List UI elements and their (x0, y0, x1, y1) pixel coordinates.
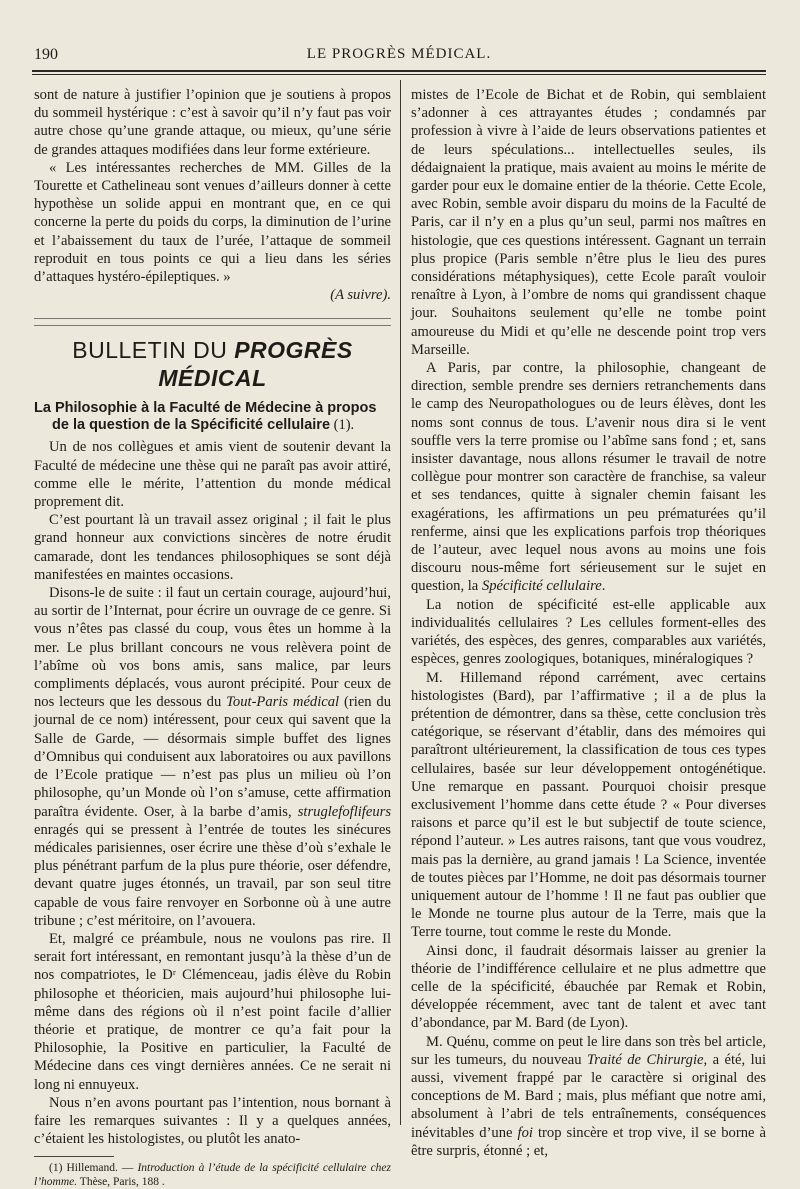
paragraph-quote: « Les intéressantes recherches de MM. Gilles de la Tourette et Cathelineau sont venues d’ailleurs donner à cette hypothèse un solide appui en montrant que, en ce qui concerne la perte du poids du corps, la diminution de l’urine et l’abaissement du taux de l’urée, l’attaque de sommeil reproduit en tous points ce qui a lieu dans les séries d’attaques hystéro-épileptiques. » (34, 159, 391, 286)
paragraph: Ainsi donc, il faudrait désormais laisser au grenier la théorie de l’indifférence cellulaire et ne plus admettre que celle de la spécificité, ébauchée par Remak et Robin, développée récemment, avec tant de talent et avec tant d’abondance, par M. Bard (de Lyon). (411, 942, 766, 1032)
paragraph (411, 359, 766, 596)
footnote-prefix: (1) Hillemand. — (49, 1162, 138, 1175)
footnote-suffix: Thèse, Paris, 188 . (77, 1176, 165, 1189)
text-run: Disons-le de suite : il faut un certain courage, aujourd’hui, au sortir de l’Internat, pour écrire un ouvrage de ce genre. Si vous n’êtes pas classé du coup, vous êtes un homme à la mer. Le plus brillant concours ne vous relèvera point de l’abîme où vos bons amis, sans malice, par leurs compliments déplacés, vous auront précipité. Pour ceux de nos lecteurs que les dessous du (34, 585, 391, 711)
article-title-note: (1). (330, 417, 355, 434)
header-rule (32, 70, 766, 72)
section-heading-prefix: BULLETIN DU (72, 337, 235, 364)
text-run-italic: foi (517, 1124, 533, 1141)
text-run-italic: Spécificité cellulaire (481, 578, 602, 595)
section-separator (34, 318, 391, 326)
text-run: . (601, 578, 606, 595)
paragraph: sont de nature à justifier l’opinion que je soutiens à propos du sommeil hystérique : c’est à savoir qu’il n’y faut pas voir autre chose qu’une grande attaque, ou mieux, qu’une série de grandes attaques modifiées dans leur forme extérieure. (34, 87, 391, 158)
right-column (411, 86, 766, 1160)
paragraph (411, 1033, 766, 1160)
footnote (34, 1161, 391, 1189)
paragraph: Un de nos collègues et amis vient de soutenir devant la Faculté de médecine une thèse qui ne paraît pas avoir attiré, comme elle le mérite, l’attention du monde médical proprement dit. (34, 439, 391, 511)
text-run: (rien du journal de ce nom) intéressent, pour ceux qui savent que la Salle de Garde, — désormais simple buffet des lignes d’Omnibus qui conduisent aux laboratoires ou aux pavillons de l’Ecole pratique — n’est pas plus un milieu où l’on philosophe, qu’un Monde où l’on s’amuse, cette affirmation paraîtra évidente. Oser, à la barbe d’amis, (34, 694, 391, 820)
paragraph: La notion de spécificité est-elle applicable aux individualités cellulaires ? Les cellules forment-elles des variétés, des espèces, des genres, comparables aux variétés, espèces, genres zoologiques, botaniques, minéralogiques ? (411, 596, 766, 668)
text-run: M. Quénu, comme on peut le lire dans son très bel article, sur les tumeurs, du nouveau (411, 1033, 766, 1068)
left-column (34, 86, 391, 1189)
page-number: 190 (34, 46, 58, 63)
text-run: trop sincère et trop vive, il se borne à être surpris, étonné ; et, (411, 1124, 766, 1159)
article-title-text: La Philosophie à la Faculté de Médecine à propos de la question de la Spécificité cellulaire (34, 400, 377, 434)
footnote-title: Introduction à l’étude de la spécificité cellulaire chez l’homme. (34, 1162, 392, 1189)
section-heading-italic: PROGRÈS MÉDICAL (158, 337, 353, 392)
section-heading (34, 336, 391, 392)
paragraph: M. Hillemand répond carrément, avec certains histologistes (Bard), par l’affirmative ; il a de plus la prétention de démontrer, dans sa thèse, cette conclusion très catégorique, se réservant d’établir, dans des mémoires qui paraîtront ultérieurement, la classification de tous ces types cellulaires, basée sur leur développement ontogénétique. Une remarque en passant. Pourquoi choisir presque exclusivement l’homme dans cette étude ? « Pour diverses raisons et parce qu’il est le but subjectif de toute science, répond l’auteur. » Les autres raisons, tant que vous voudrez, mais pas la dernière, au grand jamais ! La Science, inventée de toutes pièces par l’Homme, ne doit pas désormais tourner uniquement autour de l’homme ! Il ne faut pas oublier que le Monde ne tourne plus autour de la Terre, mais que la Terre tourne, tout comme le reste du Monde. (411, 669, 766, 941)
paragraph: Et, malgré ce préambule, nous ne voulons pas rire. Il serait fort intéressant, en remontant jusqu’à la thèse d’un de nos compatriotes, le Dʳ Clémenceau, jadis élève du Robin philosophe et théoricien, mais aujourd’hui philosophe lui-même dans des régions où il n’est point facile d’allier théorie et pratique, de montrer ce qu’a fait pour la Philosophie, la Positive en particulier, la Faculté de Médecine dans ces vingt dernières années. Ce ne serait ni long ni ennuyeux. (34, 930, 391, 1093)
article-title (34, 400, 391, 434)
text-run: A Paris, par contre, la philosophie, changeant de direction, semble prendre ses derniers retranchements dans le camp des Neuropathologues ou de leurs élèves, dont les noms sont connus de tous. L’avenir nous dira si le vent souffle vers la terre promise ou l’abîme sans fond ; et, sans insister davantage, nous allons résumer le travail de notre collègue pour montrer son caractère de franchise, sa valeur et ses tendances, quitte à signaler chemin faisant les exagérations, les affirmations un peu prématurées qu’il renferme, ainsi que les explications parfois trop théoriques de l’auteur, avec lequel nous avons au moins une fois discouru nous-même fort sérieusement sur le sujet en question, la (411, 360, 766, 595)
paragraph: Nous n’en avons pourtant pas l’intention, nous bornant à faire les remarques suivantes : Il y a quelques années, c’étaient les histologistes, ou plutôt les anato- (34, 1094, 391, 1148)
paragraph (34, 584, 391, 930)
text-run-italic: struglefoflifeurs (297, 803, 391, 820)
footnote-rule (34, 1156, 114, 1157)
page-header (34, 46, 764, 70)
running-title: LE PROGRÈS MÉDICAL. (306, 46, 492, 62)
text-run: enragés qui se pressent à l’entrée de toutes les sinécures médicales parisiennes, oser écrire une thèse d’où s’exhale le plus pénétrant parfum de la plus pure théorie, oser défendre, devant quatre juges étonnés, un travail, par son seul titre capable de vous faire renvoyer en Sorbonne où à une autre tribune ; c’est méritoire, on l’avouera. (34, 821, 391, 929)
text-run: , a été, lui aussi, vivement frappé par le caractère si original des conceptions de M. Bard ; mais, plus méfiant que notre ami, absolument à l’abri de tels entraînements, conséquences inévitables d’une (411, 1051, 766, 1141)
column-divider (400, 80, 401, 1125)
text-run-italic: Traité de Chirurgie (586, 1051, 704, 1068)
paragraph: mistes de l’Ecole de Bichat et de Robin, qui semblaient s’adonner à ces attrayantes études ; condamnés par profession à vivre à l’aide de leurs observations patientes et de leurs spéculations... intellectuelles seules, ils dédaignaient la pratique, mais avaient au moins le mérite de garder pour eux le domaine entier de la théorie. Cette Ecole, avec Robin, semble avoir disparu du moins de la Faculté de Paris, car il n’y en a plus qu’un seul, parmi nos maîtres en histologie, que ces questions intéressent. Gagnant un terrain plus propice (Paris semble n’être plus le lieu des pures considérations métaphysiques), cette Ecole paraît vouloir renaître à Lyon, à l’ombre de noms qui grandissent chaque jour. Souhaitons seulement qu’elle ne tombe point amoureuse du Midi et qu’elle ne descende point trop vers Marseille. (411, 87, 766, 358)
paragraph: C’est pourtant là un travail assez original ; il fait le plus grand honneur aux convictions sincères de notre érudit camarade, dont les tendances philosophiques se sont déjà manifestées en maintes occasions. (34, 512, 391, 583)
header-rule-thin (32, 74, 766, 75)
text-run-italic: Tout-Paris médical (226, 694, 340, 711)
to-follow-note: (A suivre). (330, 287, 391, 304)
